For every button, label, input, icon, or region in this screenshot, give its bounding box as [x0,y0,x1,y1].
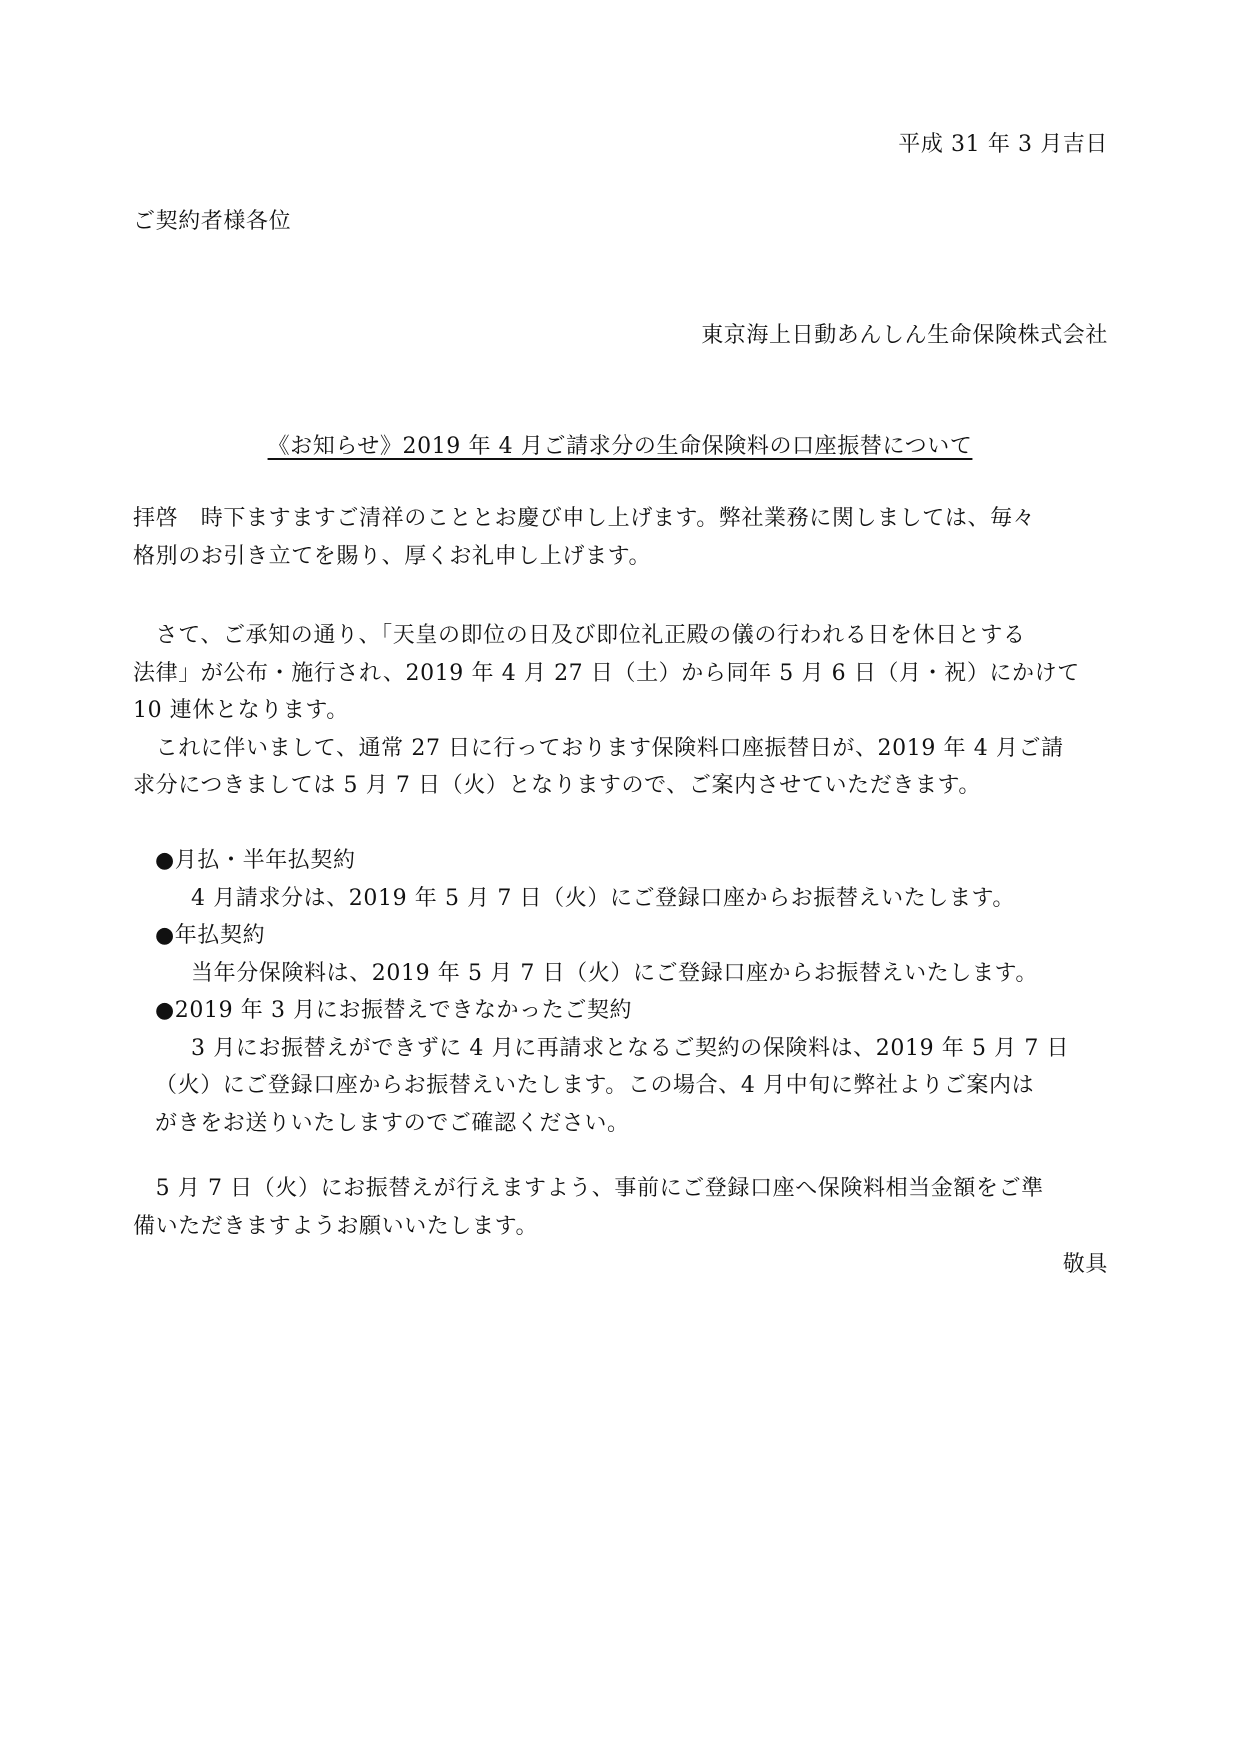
document-title-text: 《お知らせ》2019 年 4 月ご請求分の生命保険料の口座振替について [267,434,973,459]
section-body-monthly: 4 月請求分は、2019 年 5 月 7 日（火）にご登録口座からお振替えいたします。 [191,885,1015,911]
greeting-paragraph [133,500,1113,575]
closing-paragraph [133,1170,1113,1245]
section-body-failed-line: がきをお送りいたしますのでご確認ください。 [155,1110,630,1136]
section-body-failed-line: （火）にご登録口座からお振替えいたします。この場合、4 月中旬に弊社よりご案内は [155,1073,1035,1098]
circumstance-paragraph [133,617,1113,805]
circumstance-line: 10 連休となります。 [133,698,349,723]
payment-sections [155,842,1115,1142]
greeting-line: 格別のお引き立てを賜り、厚くお礼申し上げます。 [133,543,652,569]
document-date: 平成 31 年 3 月吉日 [898,132,1108,157]
closing-paragraph-line: 5 月 7 日（火）にお振替えが行えますよう、事前にご登録口座へ保険料相当金額をご準 [133,1176,1044,1201]
closing-paragraph-line: 備いただきますようお願いいたします。 [133,1213,539,1239]
section-heading-failed: ●2019 年 3 月にお振替えできなかったご契約 [155,998,633,1023]
greeting-line: 拝啓 時下ますますご清祥のこととお慶び申し上げます。弊社業務に関しましては、毎々 [133,506,1036,531]
document-title [0,432,1240,462]
circumstance-line: 求分につきましては 5 月 7 日（火）となりますので、ご案内させていただきます。 [133,773,981,798]
circumstance-line: 法律」が公布・施行され、2019 年 4 月 27 日（土）から同年 5 月 6 日（月・祝）にかけて [133,660,1080,686]
section-body-annual: 当年分保険料は、2019 年 5 月 7 日（火）にご登録口座からお振替えいたします。 [191,960,1038,986]
section-body-failed-line: 3 月にお振替えができずに 4 月に再請求となるご契約の保険料は、2019 年 5 月 7 日 [191,1035,1070,1061]
closing-salutation: 敬具 [1062,1252,1108,1277]
section-heading-annual: ●年払契約 [155,923,266,948]
circumstance-line: さて、ご承知の通り、「天皇の即位の日及び即位礼正殿の儀の行われる日を休日とする [133,623,1026,648]
sender-company: 東京海上日動あんしん生命保険株式会社 [701,323,1108,348]
section-heading-monthly: ●月払・半年払契約 [155,848,356,873]
circumstance-line: これに伴いまして、通常 27 日に行っております保険料口座振替日が、2019 年 4 月ご請 [133,735,1064,761]
addressee: ご契約者様各位 [133,209,292,234]
